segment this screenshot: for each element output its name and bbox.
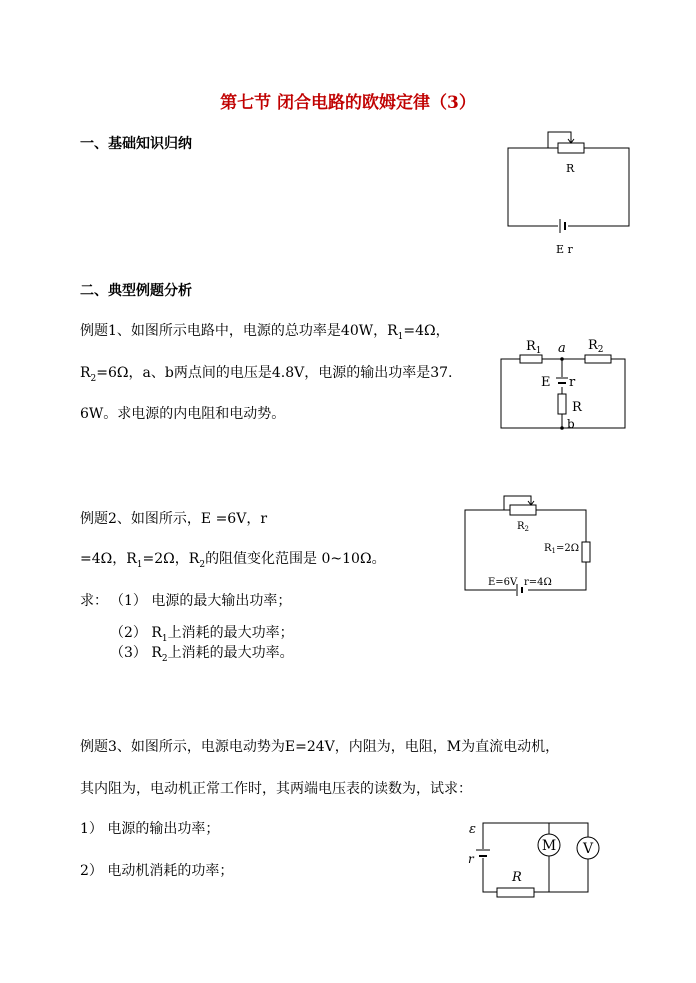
rheostat-resistor xyxy=(558,143,584,153)
label-R2: $R_2$ xyxy=(588,338,604,355)
label-R1: $R_1=2\Omega$ xyxy=(544,543,580,555)
text: =4Ω，R xyxy=(80,551,137,567)
subscript: 1 xyxy=(161,633,168,644)
subscript: 2 xyxy=(90,373,97,384)
node-b xyxy=(560,426,564,430)
circuit-wire xyxy=(508,148,629,226)
label-Er: E r xyxy=(556,243,573,256)
example3-q2: 2） 电动机消耗的功率； xyxy=(80,863,234,879)
example2-q3 xyxy=(110,642,294,664)
label-M: M xyxy=(541,838,557,854)
label-E: E xyxy=(541,375,551,390)
subscript: 2 xyxy=(161,653,168,664)
text: 上消耗的最大功率。 xyxy=(167,645,294,661)
label-r: r xyxy=(468,852,474,866)
example3-line2: 其内阻为，电动机正常工作时，其两端电压表的读数为，试求： xyxy=(80,781,472,797)
resistor-R1 xyxy=(520,355,542,363)
label-a: a xyxy=(558,341,566,356)
section-heading-examples: 二、典型例题分析 xyxy=(80,283,192,299)
text: （3） R xyxy=(110,645,162,661)
subscript: 1 xyxy=(136,559,143,570)
text: 例题1、如图所示电路中，电源的总功率是40W，R xyxy=(80,323,398,339)
circuit-diagram-1 xyxy=(500,125,635,260)
label-epsilon: ε xyxy=(469,822,476,837)
resistor-R1 xyxy=(582,542,590,562)
example2-line1: 例题2、如图所示，E =6V，r xyxy=(80,511,268,527)
label-b: b xyxy=(567,417,575,431)
example1-line1 xyxy=(80,320,450,342)
example2-q-prefix: 求： xyxy=(80,593,108,609)
label-R: R xyxy=(566,162,575,175)
circuit-diagram-4 xyxy=(465,815,605,905)
text: R xyxy=(80,365,91,381)
label-R1: $R_1$ xyxy=(526,339,542,356)
text: =6Ω，a、b两点间的电压是4.8V，电源的输出功率是37. xyxy=(96,365,453,381)
example2-q1: （1） 电源的最大输出功率； xyxy=(110,593,292,609)
section-heading-basics: 一、基础知识归纳 xyxy=(80,136,192,152)
page-title: 第七节 闭合电路的欧姆定律（3） xyxy=(220,93,476,113)
rheostat-R2 xyxy=(510,505,536,515)
node-a xyxy=(560,357,564,361)
label-E: E=6V xyxy=(488,577,518,588)
label-V: V xyxy=(582,841,594,857)
example1-line2 xyxy=(80,362,452,384)
example2-q2 xyxy=(110,622,294,644)
label-R: R xyxy=(512,870,522,885)
subscript: 1 xyxy=(397,331,404,342)
label-r: r xyxy=(569,375,576,390)
circuit-diagram-2 xyxy=(498,333,633,433)
subscript: 2 xyxy=(199,559,206,570)
resistor-R xyxy=(558,394,566,414)
text: （2） R xyxy=(110,625,162,641)
resistor-R2 xyxy=(585,355,611,363)
example3-line1: 例题3、如图所示，电源电动势为E=24V，内阻为，电阻，M为直流电动机， xyxy=(80,739,560,755)
label-r: r=4Ω xyxy=(524,577,552,588)
circuit-diagram-3 xyxy=(460,492,595,592)
example1-line3: 6W。求电源的内电阻和电动势。 xyxy=(80,406,286,422)
text: =2Ω，R xyxy=(142,551,200,567)
circuit-wire xyxy=(483,823,588,892)
label-R2: $R_2$ xyxy=(517,521,529,533)
text: 上消耗的最大功率； xyxy=(167,625,294,641)
example3-q1: 1） 电源的输出功率； xyxy=(80,821,220,837)
label-R: R xyxy=(572,400,582,415)
resistor-R xyxy=(497,888,534,897)
text: =4Ω， xyxy=(403,323,450,339)
text: 的阻值变化范围是 0~10Ω。 xyxy=(205,551,386,567)
example2-line2 xyxy=(80,548,386,570)
